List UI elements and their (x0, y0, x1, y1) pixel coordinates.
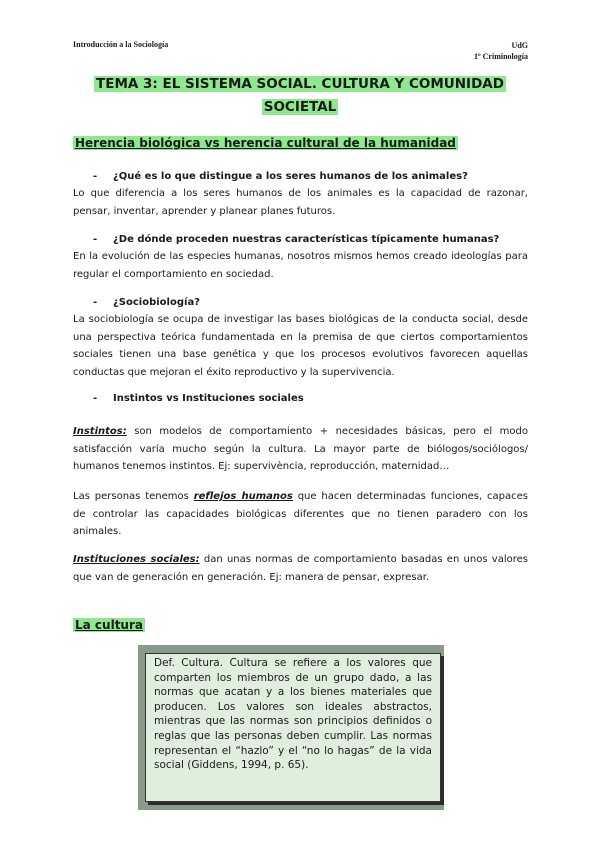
page-title (80, 73, 520, 119)
term-instituciones: Instituciones sociales: (73, 554, 200, 565)
answer-1: Lo que diferencia a los seres humanos de los animales es la capacidad de razonar, pensar, inventar, aprender y planear planes futuros. (73, 188, 528, 217)
paragraph-reflejos: Las personas tenemos reflejos humanos que hacen determinadas funciones, capaces de controlar las capacidades biológicas diferentes que no tienen paradero con los animales. (73, 491, 528, 537)
header-university: UdG (511, 41, 528, 50)
question-4: - Instintos vs Instituciones sociales (93, 393, 304, 404)
definition-box (138, 645, 444, 810)
question-1: - ¿Qué es lo que distingue a los seres humanos de los animales? (93, 171, 468, 182)
answer-2: En la evolución de las especies humanas, nosotros mismos hemos creado ideologías para regular el comportamiento en sociedad. (73, 251, 528, 280)
header-degree: 1º Criminología (474, 52, 528, 61)
term-instintos: Instintos: (73, 426, 127, 437)
answer-3: La sociobiología se ocupa de investigar las bases biológicas de la conducta social, desde una perspectiva teórica fundamentada en la premisa de que ciertos comportamientos sociales tienen una base genética y que los procesos evolutivos favorecen aquellas conductas que mejoran el éxito reproductivo y la supervivencia. (73, 314, 528, 378)
bullet-dash: - (93, 234, 98, 245)
section-heading-herencia: Herencia biológica vs herencia cultural de la humanidad (75, 136, 456, 150)
title-line-1: TEMA 3: EL SISTEMA SOCIAL. CULTURA Y COMUNIDAD (96, 76, 504, 92)
question-2: - ¿De dónde proceden nuestras características típicamente humanas? (93, 234, 500, 245)
question-3: - ¿Sociobiología? (93, 297, 200, 308)
section-heading-cultura: La cultura (75, 618, 143, 632)
term-reflejos: reflejos humanos (193, 491, 293, 502)
header-institution (474, 40, 528, 62)
bullet-dash: - (93, 171, 98, 182)
bullet-dash: - (93, 297, 98, 308)
paragraph-instituciones: Instituciones sociales: dan unas normas de comportamiento basadas en unos valores que van de generación en generación. Ej: manera de pensar, expresar. (73, 554, 528, 583)
paragraph-instintos: Instintos: son modelos de comportamiento + necesidades básicas, pero el modo satisfacción varía mucho según la cultura. La mayor parte de biólogos/sociólogos/ humanos tenemos instintos. Ej: supervivència, reproducción, maternidad… (73, 426, 528, 472)
header-course: Introducción a la Sociología (73, 40, 169, 49)
bullet-dash: - (93, 393, 98, 404)
definition-text: Def. Cultura. Cultura se refiere a los valores que comparten los miembros de un grupo dado, a las normas que acatan y a los bienes materiales que producen. Los valores son ideales abstractos, mientras que las normas son principios definidos o reglas que las personas deben cumplir. Las normas representan el “hazlo” y el “no lo hagas” de la vida social (Giddens, 1994, p. 65). (145, 653, 441, 802)
title-line-2: SOCIETAL (263, 99, 337, 115)
